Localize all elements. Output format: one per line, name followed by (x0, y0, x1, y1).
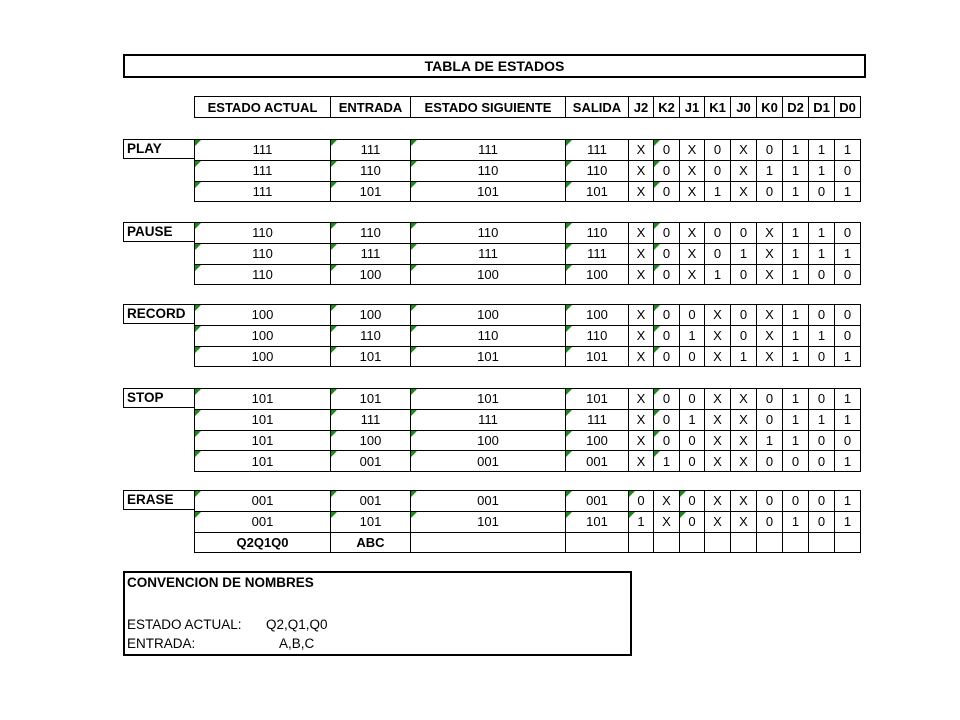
table-cell: 1 (783, 389, 809, 410)
table-cell (757, 532, 783, 553)
table-cell: 0 (731, 305, 757, 326)
table-cell: X (731, 430, 757, 451)
table-cell: X (629, 409, 654, 430)
table-cell: X (705, 389, 731, 410)
table-cell: 0 (835, 264, 861, 285)
column-header: J1 (680, 97, 705, 118)
table-cell: X (705, 491, 731, 512)
table-cell: 1 (783, 243, 809, 264)
table-cell: 1 (809, 160, 835, 181)
table-cell: 1 (835, 409, 861, 430)
table-cell: X (629, 223, 654, 244)
table-cell: 1 (835, 346, 861, 367)
table-cell: 101 (411, 181, 566, 202)
table-cell: 101 (566, 511, 629, 532)
table-cell: 101 (195, 451, 331, 472)
table-cell: 1 (835, 140, 861, 161)
table-cell (783, 532, 809, 553)
table-row (195, 160, 861, 181)
table-cell: 110 (411, 160, 566, 181)
table-cell: X (731, 389, 757, 410)
table-cell: 0 (654, 389, 680, 410)
table-cell: X (629, 305, 654, 326)
table-cell: 0 (809, 346, 835, 367)
table-cell: X (731, 409, 757, 430)
table-cell: 1 (757, 160, 783, 181)
table-cell (809, 532, 835, 553)
table-cell: 0 (757, 140, 783, 161)
table-cell: X (680, 223, 705, 244)
state-group-play (194, 139, 861, 202)
table-cell: X (629, 181, 654, 202)
table-row (195, 346, 861, 367)
table-cell: X (629, 160, 654, 181)
table-cell: X (629, 140, 654, 161)
table-row (195, 430, 861, 451)
table-cell: 1 (757, 430, 783, 451)
table-cell: 0 (731, 325, 757, 346)
table-cell: X (705, 305, 731, 326)
table-cell: X (731, 511, 757, 532)
table-cell: 101 (195, 430, 331, 451)
column-header: SALIDA (566, 97, 629, 118)
table-cell: 100 (195, 305, 331, 326)
table-cell: 0 (654, 346, 680, 367)
table-cell: 111 (195, 181, 331, 202)
table-cell: 0 (731, 264, 757, 285)
table-cell: 110 (195, 264, 331, 285)
table-cell: 101 (566, 346, 629, 367)
table-cell: X (731, 160, 757, 181)
table-cell: X (680, 140, 705, 161)
table-cell: 0 (654, 264, 680, 285)
column-header: K2 (654, 97, 680, 118)
table-cell (731, 532, 757, 553)
table-cell: 110 (566, 223, 629, 244)
table-cell: 101 (195, 389, 331, 410)
table-cell: X (680, 160, 705, 181)
table-cell: 0 (757, 181, 783, 202)
entrada-value: A,B,C (279, 636, 315, 651)
table-cell: 100 (411, 430, 566, 451)
state-group-pause (194, 222, 861, 285)
table-cell: 1 (809, 223, 835, 244)
table-cell: X (731, 181, 757, 202)
table-cell: X (757, 325, 783, 346)
table-cell: 101 (195, 409, 331, 430)
table-cell: 0 (809, 181, 835, 202)
column-header: ESTADO ACTUAL (195, 97, 331, 118)
table-row (195, 532, 861, 553)
table-cell: 1 (835, 491, 861, 512)
table-cell: 100 (331, 264, 411, 285)
table-cell: X (654, 511, 680, 532)
table-cell (654, 532, 680, 553)
table-cell: 001 (195, 511, 331, 532)
column-header: D0 (835, 97, 861, 118)
table-cell: X (654, 491, 680, 512)
table-cell: 0 (835, 223, 861, 244)
group-label-erase: ERASE (123, 490, 194, 510)
table-cell: X (680, 181, 705, 202)
table-cell: 0 (757, 511, 783, 532)
table-cell: X (705, 409, 731, 430)
table-cell: 0 (654, 243, 680, 264)
table-cell: 0 (705, 160, 731, 181)
table-row (195, 409, 861, 430)
table-cell: 1 (835, 511, 861, 532)
table-cell: 111 (411, 140, 566, 161)
table-cell (629, 532, 654, 553)
table-title: TABLA DE ESTADOS (123, 54, 866, 78)
table-cell: X (629, 264, 654, 285)
table-cell: 001 (566, 451, 629, 472)
table-cell: 101 (331, 346, 411, 367)
table-cell: 111 (411, 243, 566, 264)
table-cell: 100 (566, 305, 629, 326)
table-cell: 0 (783, 451, 809, 472)
table-cell: X (629, 325, 654, 346)
table-cell: 111 (331, 243, 411, 264)
table-cell: 1 (809, 243, 835, 264)
table-cell: 0 (809, 264, 835, 285)
table-cell: X (680, 264, 705, 285)
table-cell: X (629, 389, 654, 410)
table-cell: 0 (654, 325, 680, 346)
table-cell: 1 (783, 264, 809, 285)
table-cell: X (731, 451, 757, 472)
column-header: K1 (705, 97, 731, 118)
table-cell: 0 (705, 243, 731, 264)
table-cell: 0 (835, 305, 861, 326)
table-cell: 100 (411, 305, 566, 326)
table-cell (411, 532, 566, 553)
table-cell: 001 (411, 451, 566, 472)
table-row (195, 451, 861, 472)
table-cell: 0 (705, 223, 731, 244)
table-cell: 1 (783, 325, 809, 346)
table-cell: 0 (629, 491, 654, 512)
table-cell: 100 (195, 325, 331, 346)
table-cell: 0 (809, 451, 835, 472)
table-cell: 110 (566, 325, 629, 346)
table-cell: 101 (566, 181, 629, 202)
table-cell: 110 (331, 223, 411, 244)
table-cell: X (680, 243, 705, 264)
table-cell: 110 (331, 160, 411, 181)
table-cell: 0 (757, 409, 783, 430)
table-cell: 101 (566, 389, 629, 410)
table-cell: 0 (835, 430, 861, 451)
column-header: J0 (731, 97, 757, 118)
column-header: D1 (809, 97, 835, 118)
table-cell: 0 (809, 430, 835, 451)
table-cell: 0 (757, 491, 783, 512)
table-cell: X (757, 223, 783, 244)
table-cell: 111 (566, 140, 629, 161)
table-cell: 0 (680, 451, 705, 472)
state-group-erase (194, 490, 861, 553)
table-cell (680, 532, 705, 553)
table-cell: 1 (835, 181, 861, 202)
table-cell: 0 (654, 181, 680, 202)
table-cell: 0 (783, 491, 809, 512)
table-cell: 0 (680, 389, 705, 410)
table-row (195, 140, 861, 161)
table-cell: 0 (757, 389, 783, 410)
state-group-record (194, 304, 861, 367)
table-row (195, 511, 861, 532)
column-header: D2 (783, 97, 809, 118)
header-row (194, 96, 861, 118)
table-cell: 001 (566, 491, 629, 512)
table-cell: 100 (566, 264, 629, 285)
table-cell: 0 (835, 325, 861, 346)
table-cell: 100 (411, 264, 566, 285)
table-row (195, 223, 861, 244)
table-cell: 111 (331, 409, 411, 430)
table-cell: 1 (783, 305, 809, 326)
table-cell: 0 (809, 305, 835, 326)
table-cell: 100 (331, 430, 411, 451)
table-cell: 1 (680, 325, 705, 346)
group-label-play: PLAY (123, 139, 194, 159)
table-cell: X (731, 140, 757, 161)
table-cell: 0 (705, 140, 731, 161)
table-cell: 110 (195, 243, 331, 264)
table-cell: 101 (331, 389, 411, 410)
table-cell: 110 (331, 325, 411, 346)
table-cell: 001 (195, 491, 331, 512)
table-cell: X (757, 305, 783, 326)
table-cell: 110 (566, 160, 629, 181)
table-cell: X (629, 346, 654, 367)
table-cell: 101 (331, 181, 411, 202)
table-cell: 1 (654, 451, 680, 472)
table-cell: 0 (680, 346, 705, 367)
table-cell: 0 (809, 389, 835, 410)
table-cell: 0 (680, 430, 705, 451)
estado-actual-value: Q2,Q1,Q0 (266, 617, 328, 632)
table-cell: 1 (835, 451, 861, 472)
table-cell: 1 (783, 160, 809, 181)
table-cell: 1 (809, 409, 835, 430)
table-cell: 0 (654, 160, 680, 181)
table-cell: 0 (654, 223, 680, 244)
table-cell: X (705, 346, 731, 367)
table-cell: Q2Q1Q0 (195, 532, 331, 553)
table-cell (705, 532, 731, 553)
table-cell: 110 (411, 325, 566, 346)
table-cell: X (629, 430, 654, 451)
table-cell: X (757, 264, 783, 285)
estado-actual-label: ESTADO ACTUAL: (127, 617, 242, 632)
table-cell: 0 (757, 451, 783, 472)
table-cell (835, 532, 861, 553)
table-row (195, 325, 861, 346)
table-cell: 101 (411, 389, 566, 410)
table-row (195, 389, 861, 410)
table-cell: X (705, 325, 731, 346)
table-cell: 1 (783, 346, 809, 367)
table-cell: 1 (783, 223, 809, 244)
state-group-stop (194, 388, 861, 472)
entrada-label: ENTRADA: (127, 636, 196, 651)
table-cell: 1 (783, 409, 809, 430)
table-row (195, 243, 861, 264)
table-cell: 0 (731, 223, 757, 244)
table-cell: 001 (411, 491, 566, 512)
column-header: K0 (757, 97, 783, 118)
naming-conventions-box (123, 571, 632, 656)
table-cell: 100 (566, 430, 629, 451)
table-cell: 111 (566, 243, 629, 264)
table-cell: 1 (783, 140, 809, 161)
table-row (195, 264, 861, 285)
table-cell: 0 (654, 430, 680, 451)
table-cell: 1 (629, 511, 654, 532)
table-cell: 100 (195, 346, 331, 367)
table-cell: 1 (809, 140, 835, 161)
group-label-record: RECORD (123, 304, 194, 324)
table-cell: 111 (566, 409, 629, 430)
table-row (195, 181, 861, 202)
table-cell: X (705, 430, 731, 451)
table-cell: 1 (705, 264, 731, 285)
table-cell: 1 (809, 325, 835, 346)
table-cell: 0 (654, 140, 680, 161)
table-cell: 111 (195, 160, 331, 181)
column-header: ENTRADA (331, 97, 411, 118)
table-cell: 0 (680, 511, 705, 532)
table-cell: 1 (731, 243, 757, 264)
table-cell: X (629, 451, 654, 472)
table-cell: 1 (783, 430, 809, 451)
table-row (195, 491, 861, 512)
table-cell: 0 (654, 305, 680, 326)
table-cell: 1 (783, 511, 809, 532)
table-cell: X (757, 243, 783, 264)
table-cell: 0 (680, 305, 705, 326)
column-header: ESTADO SIGUIENTE (411, 97, 566, 118)
table-cell: 1 (705, 181, 731, 202)
table-cell: 101 (411, 511, 566, 532)
table-cell: 0 (835, 160, 861, 181)
table-cell: 001 (331, 451, 411, 472)
table-cell: 110 (411, 223, 566, 244)
table-row (195, 305, 861, 326)
table-cell: 110 (195, 223, 331, 244)
table-cell: 0 (654, 409, 680, 430)
group-label-pause: PAUSE (123, 222, 194, 242)
table-cell: X (705, 511, 731, 532)
table-cell: 0 (680, 491, 705, 512)
table-cell: 1 (731, 346, 757, 367)
table-cell: 101 (331, 511, 411, 532)
table-cell: 111 (331, 140, 411, 161)
table-cell: X (705, 451, 731, 472)
table-cell: ABC (331, 532, 411, 553)
table-cell: 111 (195, 140, 331, 161)
column-header: J2 (629, 97, 654, 118)
table-cell: X (629, 243, 654, 264)
table-cell: 1 (783, 181, 809, 202)
table-cell: X (731, 491, 757, 512)
table-cell: 0 (809, 491, 835, 512)
table-cell: 100 (331, 305, 411, 326)
table-cell: 1 (680, 409, 705, 430)
table-cell: 101 (411, 346, 566, 367)
table-cell: 0 (809, 511, 835, 532)
table-cell: 111 (411, 409, 566, 430)
table-cell: 1 (835, 389, 861, 410)
table-cell (566, 532, 629, 553)
conventions-title: CONVENCION DE NOMBRES (127, 575, 314, 590)
table-cell: 001 (331, 491, 411, 512)
table-cell: 1 (835, 243, 861, 264)
table-cell: X (757, 346, 783, 367)
group-label-stop: STOP (123, 388, 194, 408)
